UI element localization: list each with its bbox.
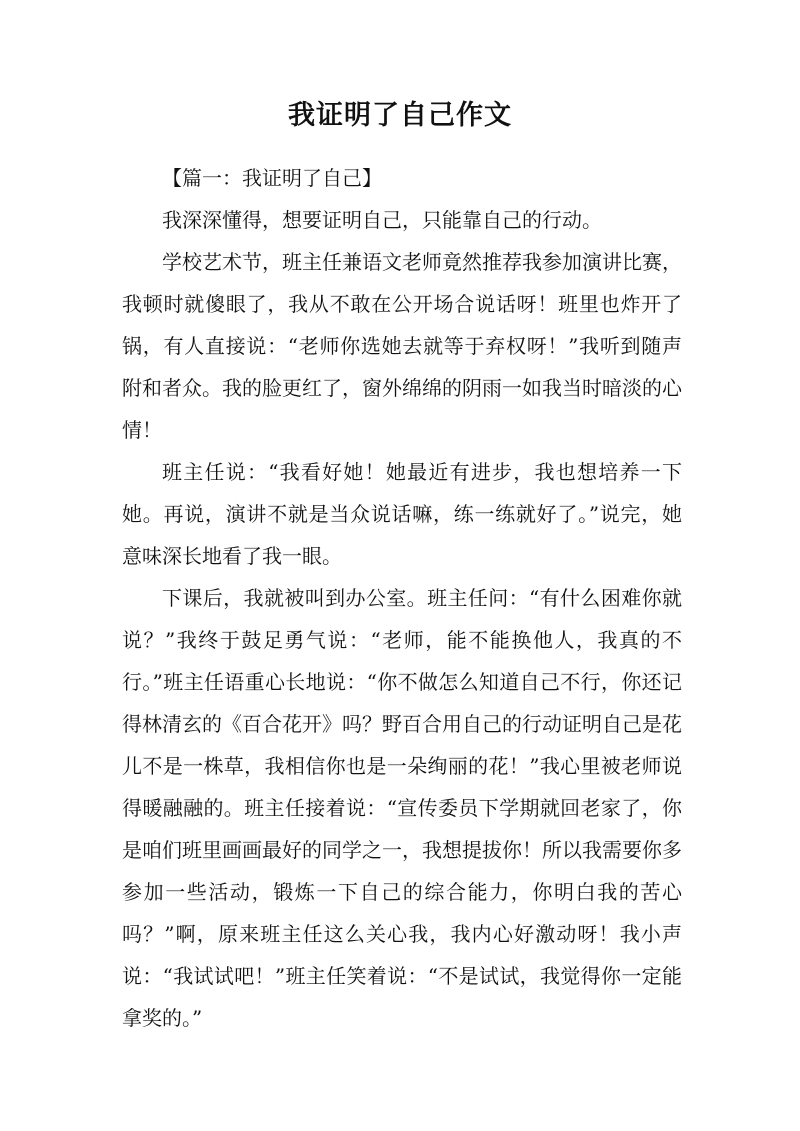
paragraph-3: 班主任说：“我看好她！她最近有进步，我也想培养一下她。再说，演讲不就是当众说话嘛，练一练就好了。”说完，她意味深长地看了我一眼。 bbox=[122, 460, 682, 568]
section-heading: 【篇一：我证明了自己】 bbox=[162, 166, 382, 190]
document-title: 我证明了自己作文 bbox=[288, 100, 512, 131]
paragraph-1: 我深深懂得，想要证明自己，只能靠自己的行动。 bbox=[162, 208, 602, 232]
paragraph-4: 下课后，我就被叫到办公室。班主任问：“有什么困难你就说？”我终于鼓足勇气说：“老师，能不能换他人，我真的不行。”班主任语重心长地说：“你不做怎么知道自己不行，你还记得林清玄的《百合花开》吗？野百合用自己的行动证明自己是花儿不是一株草，我相信你也是一朵绚丽的花！”我心里被老师说得暖融融的。班主任接着说：“宣传委员下学期就回老家了，你是咱们班里画画最好的同学之一，我想提拔你！所以我需要你多参加一些活动，锻炼一下自己的综合能力，你明白我的苦心吗？”啊，原来班主任这么关心我，我内心好激动呀！我小声说：“我试试吧！”班主任笑着说：“不是试试，我觉得你一定能拿奖的。” bbox=[122, 586, 682, 1030]
paragraph-2: 学校艺术节，班主任兼语文老师竟然推荐我参加演讲比赛，我顿时就傻眼了，我从不敢在公开场合说话呀！班里也炸开了锅，有人直接说：“老师你选她去就等于弃权呀！”我听到随声附和者众。我的脸更红了，窗外绵绵的阴雨一如我当时暗淡的心情！ bbox=[122, 250, 682, 442]
document-body bbox=[122, 157, 682, 1039]
